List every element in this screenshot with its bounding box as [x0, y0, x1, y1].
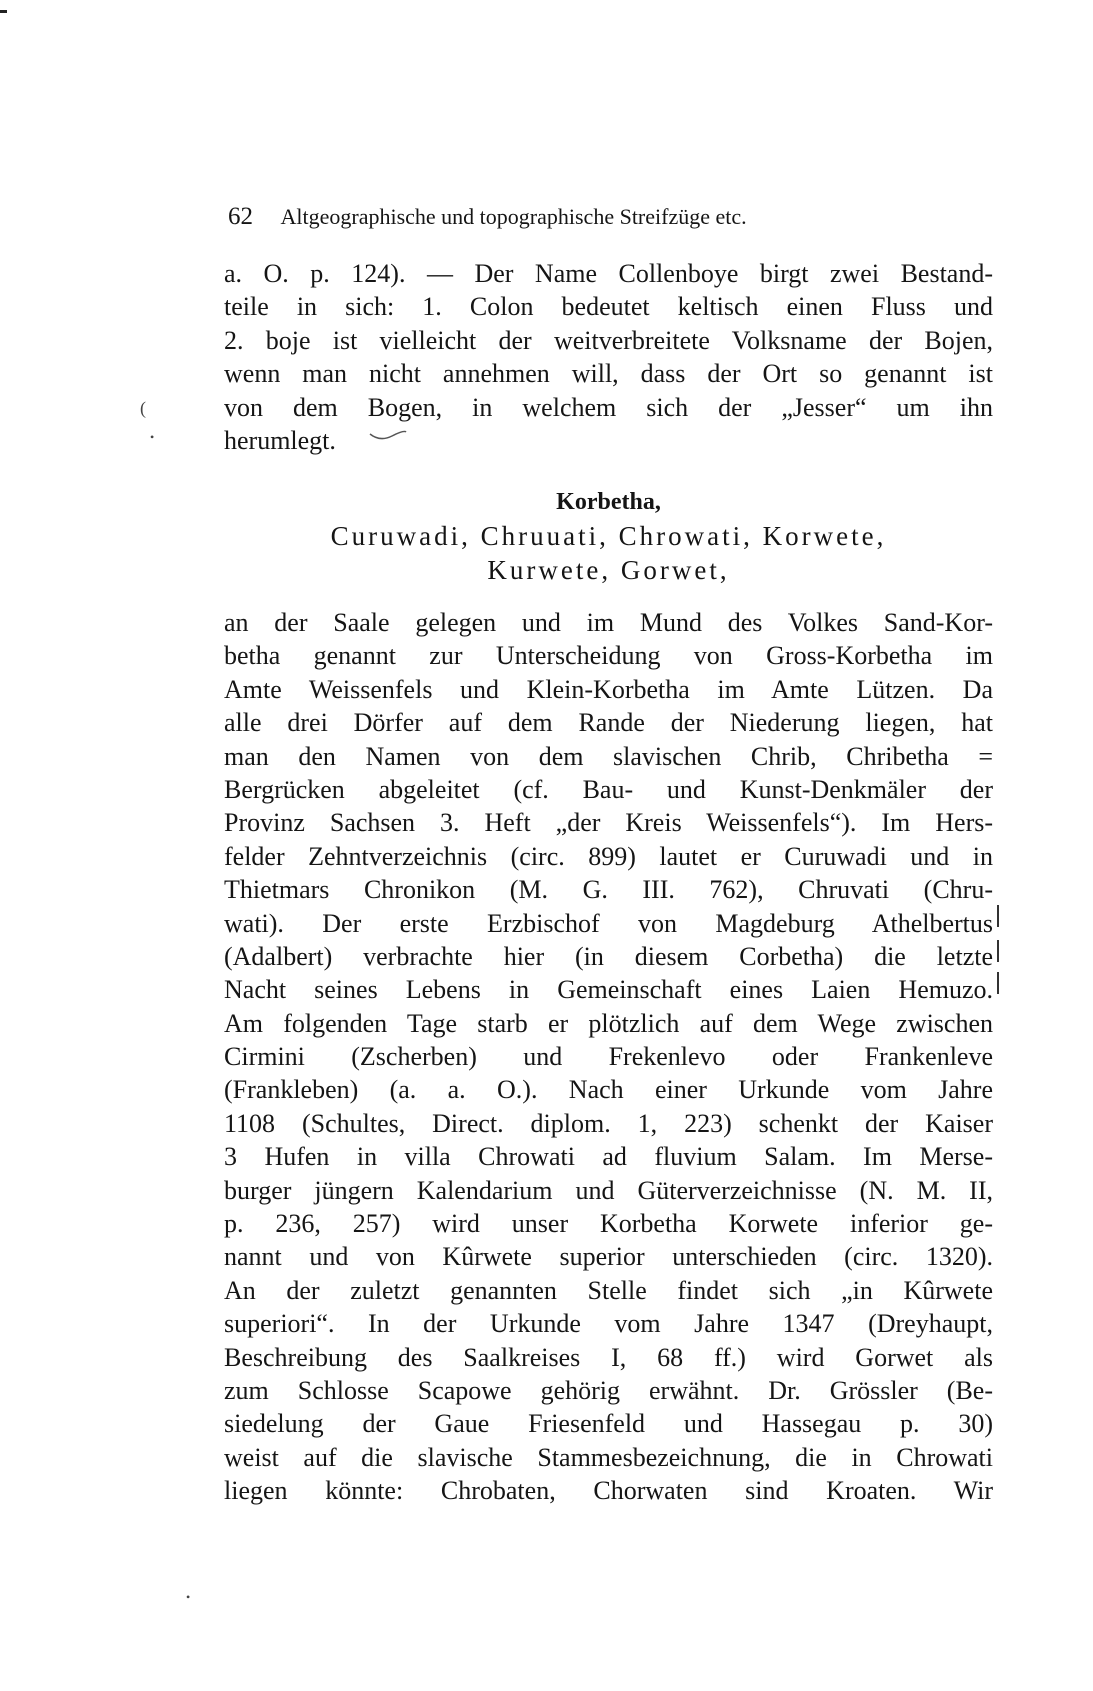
running-header	[228, 203, 988, 231]
text-line: An der zuletzt genannten Stelle findet sich „in Kûrwete	[224, 1275, 993, 1305]
text-line: (Frankleben) (a. a. O.). Nach einer Urkunde vom Jahre	[224, 1075, 993, 1105]
text-line: 3 Hufen in villa Chrowati ad fluvium Salam. Im Merse-	[224, 1142, 993, 1172]
name-variants-line-1: Curuwadi, Chruuati, Chrowati, Korwete,	[330, 521, 887, 551]
text-line: Cirmini (Zscherben) und Frekenlevo oder Frankenleve	[224, 1042, 993, 1072]
running-title: Altgeographische und topographische Streifzüge etc.	[280, 204, 747, 229]
name-variants-line-2: Kurwete, Gorwet,	[487, 555, 730, 585]
scan-edge-mark	[0, 10, 7, 13]
text-line: alle drei Dörfer auf dem Rande der Niederung liegen, hat	[224, 708, 993, 738]
text-line: man den Namen von dem slavischen Chrib, Chribetha =	[224, 741, 993, 771]
text-line: herumlegt.	[224, 425, 336, 455]
text-line: von dem Bogen, in welchem sich der „Jesser“ um ihn	[224, 392, 993, 422]
text-line: nannt und von Kûrwete superior unterschieden (circ. 1320).	[224, 1242, 993, 1272]
text-line: Nacht seines Lebens in Gemeinschaft eines Laien Hemuzo.	[224, 975, 993, 1005]
text-line: zum Schlosse Scapowe gehörig erwähnt. Dr. Grössler (Be-	[224, 1375, 993, 1405]
paragraph-collenboye	[224, 257, 993, 457]
text-line: Bergrücken abgeleitet (cf. Bau- und Kunst-Denkmäler der	[224, 774, 993, 804]
text-line: betha genannt zur Unterscheidung von Gross-Korbetha im	[224, 641, 993, 671]
pencil-squiggle-mark	[368, 430, 408, 442]
margin-pencil-bar	[997, 940, 999, 962]
section-title: Korbetha,	[556, 489, 661, 515]
text-line: an der Saale gelegen und im Mund des Volkes Sand-Kor-	[224, 608, 993, 637]
text-line: siedelung der Gaue Friesenfeld und Hassegau p. 30)	[224, 1409, 993, 1439]
margin-dot-mark: •	[186, 1590, 191, 1604]
text-line: teile in sich: 1. Colon bedeutet keltisch einen Fluss und	[224, 292, 993, 322]
text-line: a. O. p. 124). — Der Name Collenboye birgt zwei Bestand-	[224, 259, 993, 288]
margin-pencil-bar	[997, 905, 999, 927]
text-line: Provinz Sachsen 3. Heft „der Kreis Weissenfels“). Im Hers-	[224, 808, 993, 838]
text-line: 2. boje ist vielleicht der weitverbreitete Volksname der Bojen,	[224, 325, 993, 355]
text-line: Amte Weissenfels und Klein-Korbetha im Amte Lützen. Da	[224, 674, 993, 704]
text-line: 1108 (Schultes, Direct. diplom. 1, 223) schenkt der Kaiser	[224, 1108, 993, 1138]
text-line: p. 236, 257) wird unser Korbetha Korwete inferior ge-	[224, 1209, 993, 1239]
margin-pencil-mark: (	[140, 398, 146, 418]
text-line: weist auf die slavische Stammesbezeichnung, die in Chrowati	[224, 1442, 993, 1472]
text-line: superiori“. In der Urkunde vom Jahre 1347 (Dreyhaupt,	[224, 1309, 993, 1339]
page-number: 62	[228, 203, 253, 230]
text-line: wenn man nicht annehmen will, dass der Ort so genannt ist	[224, 359, 993, 389]
margin-dot-mark: •	[150, 430, 155, 444]
text-line: Thietmars Chronikon (M. G. III. 762), Chruvati (Chru-	[224, 875, 993, 905]
text-line: Am folgenden Tage starb er plötzlich auf dem Wege zwischen	[224, 1008, 993, 1038]
text-line: (Adalbert) verbrachte hier (in diesem Corbetha) die letzte	[224, 941, 993, 971]
margin-pencil-bar	[997, 972, 999, 994]
text-line: liegen könnte: Chrobaten, Chorwaten sind Kroaten. Wir	[224, 1476, 993, 1506]
text-line: felder Zehntverzeichnis (circ. 899) lautet er Curuwadi und in	[224, 841, 993, 871]
text-line: Beschreibung des Saalkreises I, 68 ff.) wird Gorwet als	[224, 1342, 993, 1372]
text-line: burger jüngern Kalendarium und Güterverzeichnisse (N. M. II,	[224, 1175, 993, 1205]
paragraph-korbetha	[224, 606, 993, 1508]
text-line: wati). Der erste Erzbischof von Magdeburg Athelbertus	[224, 908, 993, 938]
